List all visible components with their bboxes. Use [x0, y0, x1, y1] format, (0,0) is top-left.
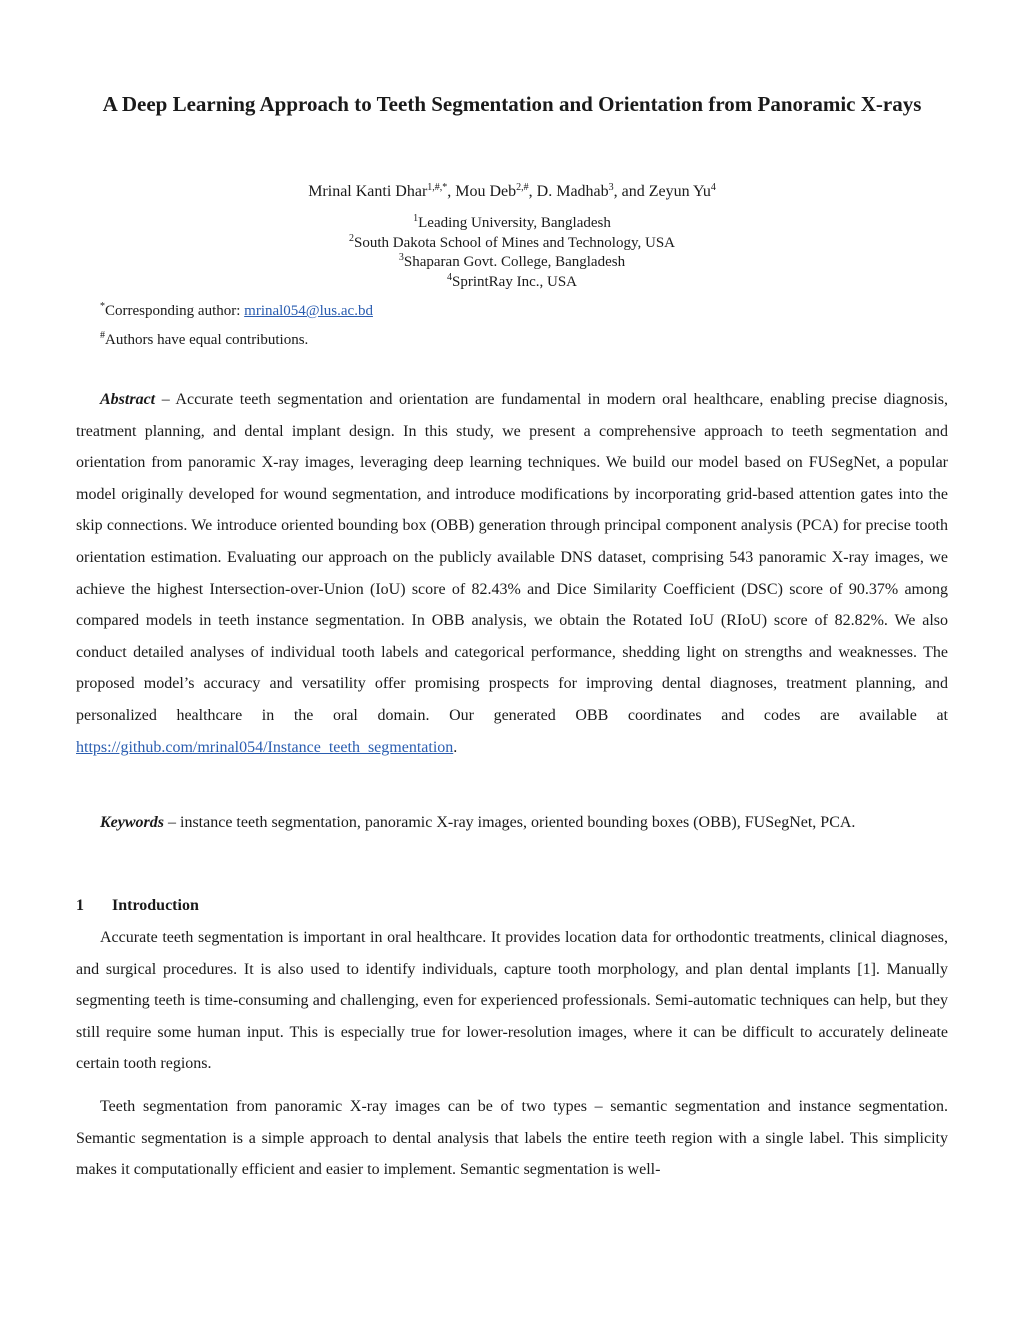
affiliation-text: Leading University, Bangladesh [418, 215, 611, 231]
affiliation-list [76, 214, 948, 292]
author-sup: 2,# [516, 182, 529, 193]
intro-paragraph-1: Accurate teeth segmentation is important in oral healthcare. It provides location data for orthodontic treatments, clinical diagnoses, and surgical procedures. It is also used to identify individuals, capture tooth morphology, and plan dental implants [1]. Manually segmenting teeth is time-consuming and challenging, even for experienced professionals. Semi-automatic techniques can help, but they still require some human input. This is especially true for lower-resolution images, where it can be difficult to accurately delineate certain tooth regions. [76, 929, 948, 1073]
author-1 [308, 183, 455, 200]
author-name: Mrinal Kanti Dhar [308, 183, 428, 200]
abstract-text: – Accurate teeth segmentation and orientation are fundamental in modern oral healthcare, enabling precise diagnosis, treatment planning, and dental implant design. In this study, we present a comprehensive approach to teeth segmentation and orientation from panoramic X-ray images, leveraging deep learning techniques. We build our model based on FUSegNet, a popular model originally developed for wound segmentation, and introduce modifications by incorporating grid-based attention gates into the skip connections. We introduce oriented bounding box (OBB) generation through principal component analysis (PCA) for precise tooth orientation estimation. Evaluating our approach on the publicly available DNS dataset, comprising 543 panoramic X-ray images, we achieve the highest Intersection-over-Union (IoU) score of 82.43% and Dice Similarity Coefficient (DSC) score of 90.37% among compared models in teeth instance segmentation. In OBB analysis, we obtain the Rotated IoU (RIoU) score of 82.82%. We also conduct detailed analyses of individual tooth labels and categorical performance, shedding light on strengths and weaknesses. The proposed model’s accuracy and versatility offer promising prospects for improving dental diagnoses, treatment planning, and personalized healthcare in the oral domain. Our generated OBB coordinates and codes are available at [76, 391, 948, 724]
author-2 [455, 183, 536, 200]
author-sep: , and [613, 183, 649, 200]
author-3 [537, 183, 649, 200]
note-sup: # [100, 330, 105, 341]
affiliation-sup: 4 [447, 271, 452, 283]
affiliation-1 [76, 214, 948, 234]
affiliation-4 [76, 273, 948, 293]
affiliation-text: South Dakota School of Mines and Technology, USA [353, 234, 675, 251]
email-link[interactable]: mrinal054@lus.ac.bd [244, 303, 373, 319]
section-title: Introduction [112, 897, 199, 914]
affiliation-text: Shaparan Govt. College, Bangladesh [403, 254, 626, 270]
author-name: D. Madhab [536, 183, 609, 200]
author-list [76, 180, 948, 204]
note-label: Corresponding author: [105, 303, 245, 319]
author-name: Zeyun Yu [648, 183, 711, 200]
section-number: 1 [76, 897, 84, 914]
author-sup: 3 [608, 182, 614, 193]
author-sup: 1,#,* [427, 182, 448, 193]
affiliation-sup: 1 [413, 213, 419, 224]
note-sup: * [100, 301, 105, 312]
keywords-label: Keywords [100, 814, 164, 831]
keywords-text: – instance teeth segmentation, panoramic X-ray images, oriented bounding boxes (OBB), FUSegNet, PCA. [164, 814, 856, 831]
affiliation-2 [76, 234, 948, 254]
paper-title: A Deep Learning Approach to Teeth Segmentation and Orientation from Panoramic X-rays [102, 92, 922, 116]
author-name: Mou Deb [455, 183, 517, 200]
affiliation-3 [76, 253, 948, 273]
intro-paragraph-2: Teeth segmentation from panoramic X-ray images can be of two types – semantic segmentation and instance segmentation. Semantic segmentation is a simple approach to dental analysis that labels the entire teeth region with a single label. This simplicity makes it computationally efficient and easier to implement. Semantic segmentation is well- [76, 1098, 948, 1179]
author-4 [649, 183, 716, 200]
affiliation-sup: 2 [348, 232, 354, 244]
section-heading [76, 894, 199, 918]
abstract [76, 384, 948, 763]
affiliation-text: SprintRay Inc., USA [452, 273, 577, 290]
keywords [76, 807, 948, 839]
affiliation-sup: 3 [398, 252, 404, 263]
abstract-end: . [453, 738, 458, 756]
note-text: Authors have equal contributions. [105, 332, 309, 348]
abstract-label: Abstract [100, 391, 156, 408]
github-link[interactable]: https://github.com/mrinal054/Instance_teeth_segmentation [76, 738, 454, 756]
corresponding-author-note [100, 301, 373, 321]
author-sup: 4 [710, 182, 716, 193]
author-sep: , [447, 183, 456, 200]
author-sep: , [528, 183, 537, 200]
equal-contribution-note [100, 330, 308, 350]
